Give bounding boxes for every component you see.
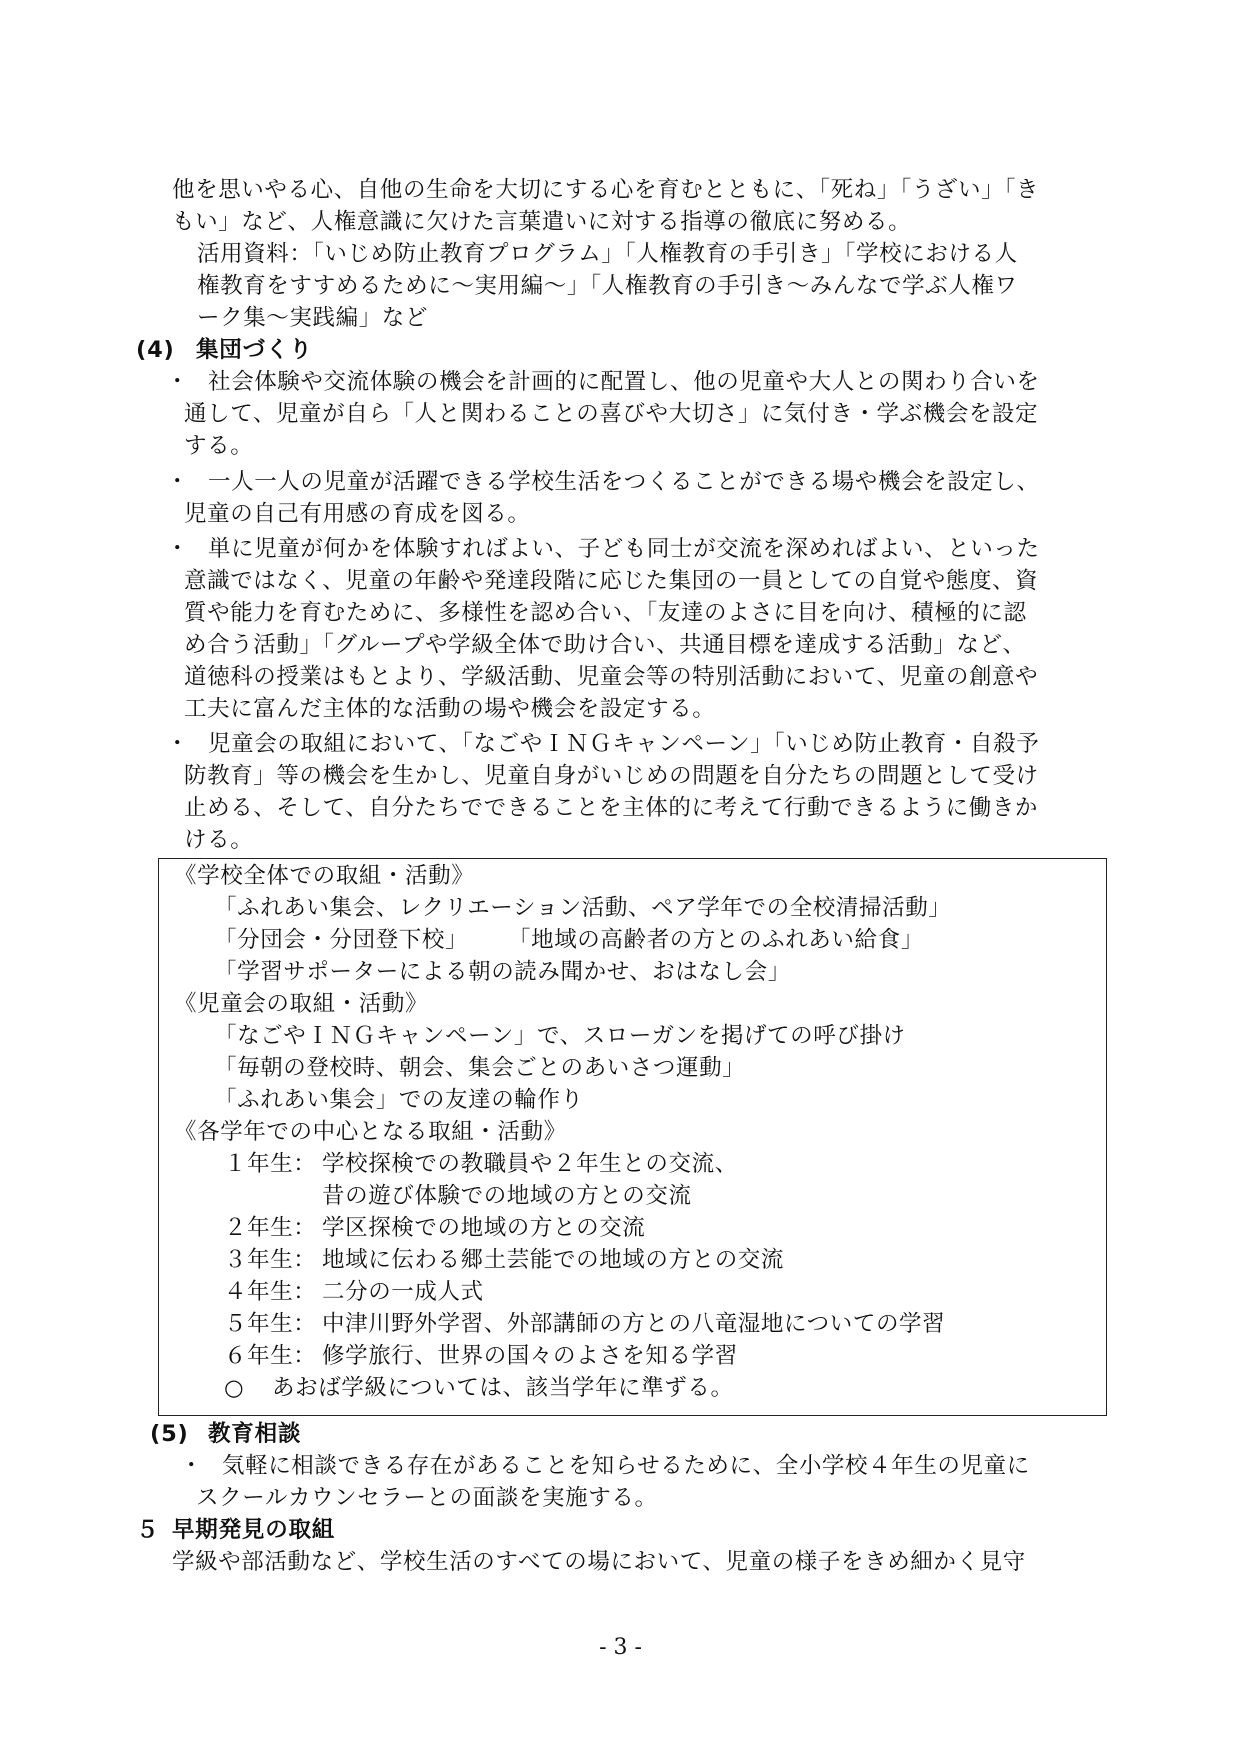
bullet: ・ <box>166 731 190 757</box>
grade-label: ４年生： <box>224 1279 317 1305</box>
box-item: 「ふれあい集会」での友達の輪作り <box>214 1087 584 1113</box>
resource-line: 権教育をすすめるために～実用編～」「人権教育の手引き～みんなで学ぶ人権ワ <box>197 273 1018 299</box>
resource-line: ーク集～実践編」など <box>197 305 429 331</box>
section-number: (4) <box>136 337 175 363</box>
bullet-text: 質や能力を育むために、多様性を認め合い、「友達のよさに目を向け、積極的に認 <box>184 600 1027 626</box>
box-item: 「なごやＩＮＧキャンペーン」で、スローガンを掲げての呼び掛け <box>214 1023 906 1049</box>
bullet: ・ <box>166 369 190 395</box>
grade-label: ２年生： <box>224 1215 317 1241</box>
bullet-text: 児童の自己有用感の育成を図る。 <box>184 501 531 527</box>
grade-text: 修学旅行、世界の国々のよさを知る学習 <box>322 1343 738 1369</box>
bullet-text: 一人一人の児童が活躍できる学校生活をつくることができる場や機会を設定し、 <box>208 469 1040 495</box>
grade-text: 地域に伝わる郷土芸能での地域の方との交流 <box>322 1247 785 1273</box>
grade-text: 学校探検での教職員や２年生との交流、 <box>322 1151 738 1177</box>
circle-mark: ○ <box>224 1375 245 1401</box>
bullet-text: 気軽に相談できる存在があることを知らせるために、全小学校４年生の児童に <box>222 1453 1030 1479</box>
chapter-number: ５ <box>136 1517 160 1543</box>
box-item: 「ふれあい集会、レクリエーション活動、ペア学年での全校清掃活動」 <box>214 895 952 921</box>
bullet-text: する。 <box>184 433 254 459</box>
box-item: 「分団会・分団登下校」 <box>214 927 469 953</box>
box-item: 「毎朝の登校時、朝会、集会ごとのあいさつ運動」 <box>214 1055 746 1081</box>
box-item: 「学習サポーターによる朝の読み聞かせ、おはなし会」 <box>214 959 791 985</box>
bullet-text: 意識ではなく、児童の年齢や発達段階に応じた集団の一員としての自覚や態度、資 <box>184 568 1039 594</box>
grade-label: ６年生： <box>224 1343 317 1369</box>
body-line: 他を思いやる心、自他の生命を大切にする心を育むとともに、「死ね」「うざい」「き <box>172 177 1040 203</box>
grade-label: ５年生： <box>224 1311 317 1337</box>
box-heading: 《児童会の取組・活動》 <box>174 991 429 1017</box>
bullet-text: 止める、そして、自分たちでできることを主体的に考えて行動できるように働きか <box>184 795 1039 821</box>
page-number: - 3 - <box>599 1635 642 1660</box>
box-heading: 《各学年での中心となる取組・活動》 <box>174 1119 567 1145</box>
box-note: あおば学級については、該当学年に準ずる。 <box>272 1375 734 1401</box>
bullet-text: 単に児童が何かを体験すればよい、子ども同士が交流を深めればよい、といった <box>208 536 1040 562</box>
box-heading: 《学校全体での取組・活動》 <box>174 863 475 889</box>
bullet-text: 児童会の取組において、「なごやＩＮＧキャンペーン」「いじめ防止教育・自殺予 <box>208 731 1040 757</box>
body-line: もい」など、人権意識に欠けた言葉遣いに対する指導の徹底に努める。 <box>172 209 912 235</box>
body-line: 学級や部活動など、学校生活のすべての場において、児童の様子をきめ細かく見守 <box>172 1549 1026 1575</box>
resource-line: 活用資料：「いじめ防止教育プログラム」「人権教育の手引き」「学校における人 <box>197 241 1018 267</box>
bullet: ・ <box>166 536 190 562</box>
bullet-text: 社会体験や交流体験の機会を計画的に配置し、他の児童や大人との関わり合いを <box>208 369 1040 395</box>
bullet: ・ <box>180 1453 204 1479</box>
section-number: (5) <box>150 1421 189 1447</box>
bullet-text: 通して、児童が自ら「人と関わることの喜びや大切さ」に気付き・学ぶ機会を設定 <box>184 401 1039 427</box>
box-item: 「地域の高齢者の方とのふれあい給食」 <box>508 927 924 953</box>
grade-text: 学区探検での地域の方との交流 <box>322 1215 646 1241</box>
bullet-text: 防教育」等の機会を生かし、児童自身がいじめの問題を自分たちの問題として受け <box>184 763 1039 789</box>
bullet-text: め合う活動」「グループや学級全体で助け合い、共通目標を達成する活動」など、 <box>184 632 1026 658</box>
bullet-text: 工夫に富んだ主体的な活動の場や機会を設定する。 <box>184 696 716 722</box>
grade-text: 中津川野外学習、外部講師の方との八竜湿地についての学習 <box>322 1311 946 1337</box>
section-title: 教育相談 <box>208 1421 302 1447</box>
bullet-text: スクールカウンセラーとの面談を実施する。 <box>196 1485 658 1511</box>
grade-label: １年生： <box>224 1151 317 1177</box>
grade-label: ３年生： <box>224 1247 317 1273</box>
grade-text: 昔の遊び体験での地域の方との交流 <box>322 1183 692 1209</box>
bullet: ・ <box>166 469 190 495</box>
section-title: 集団づくり <box>196 337 313 363</box>
bullet-text: 道徳科の授業はもとより、学級活動、児童会等の特別活動において、児童の創意や <box>184 664 1039 690</box>
bullet-text: ける。 <box>184 827 254 853</box>
chapter-title: 早期発見の取組 <box>172 1517 336 1543</box>
grade-text: 二分の一成人式 <box>322 1279 484 1305</box>
